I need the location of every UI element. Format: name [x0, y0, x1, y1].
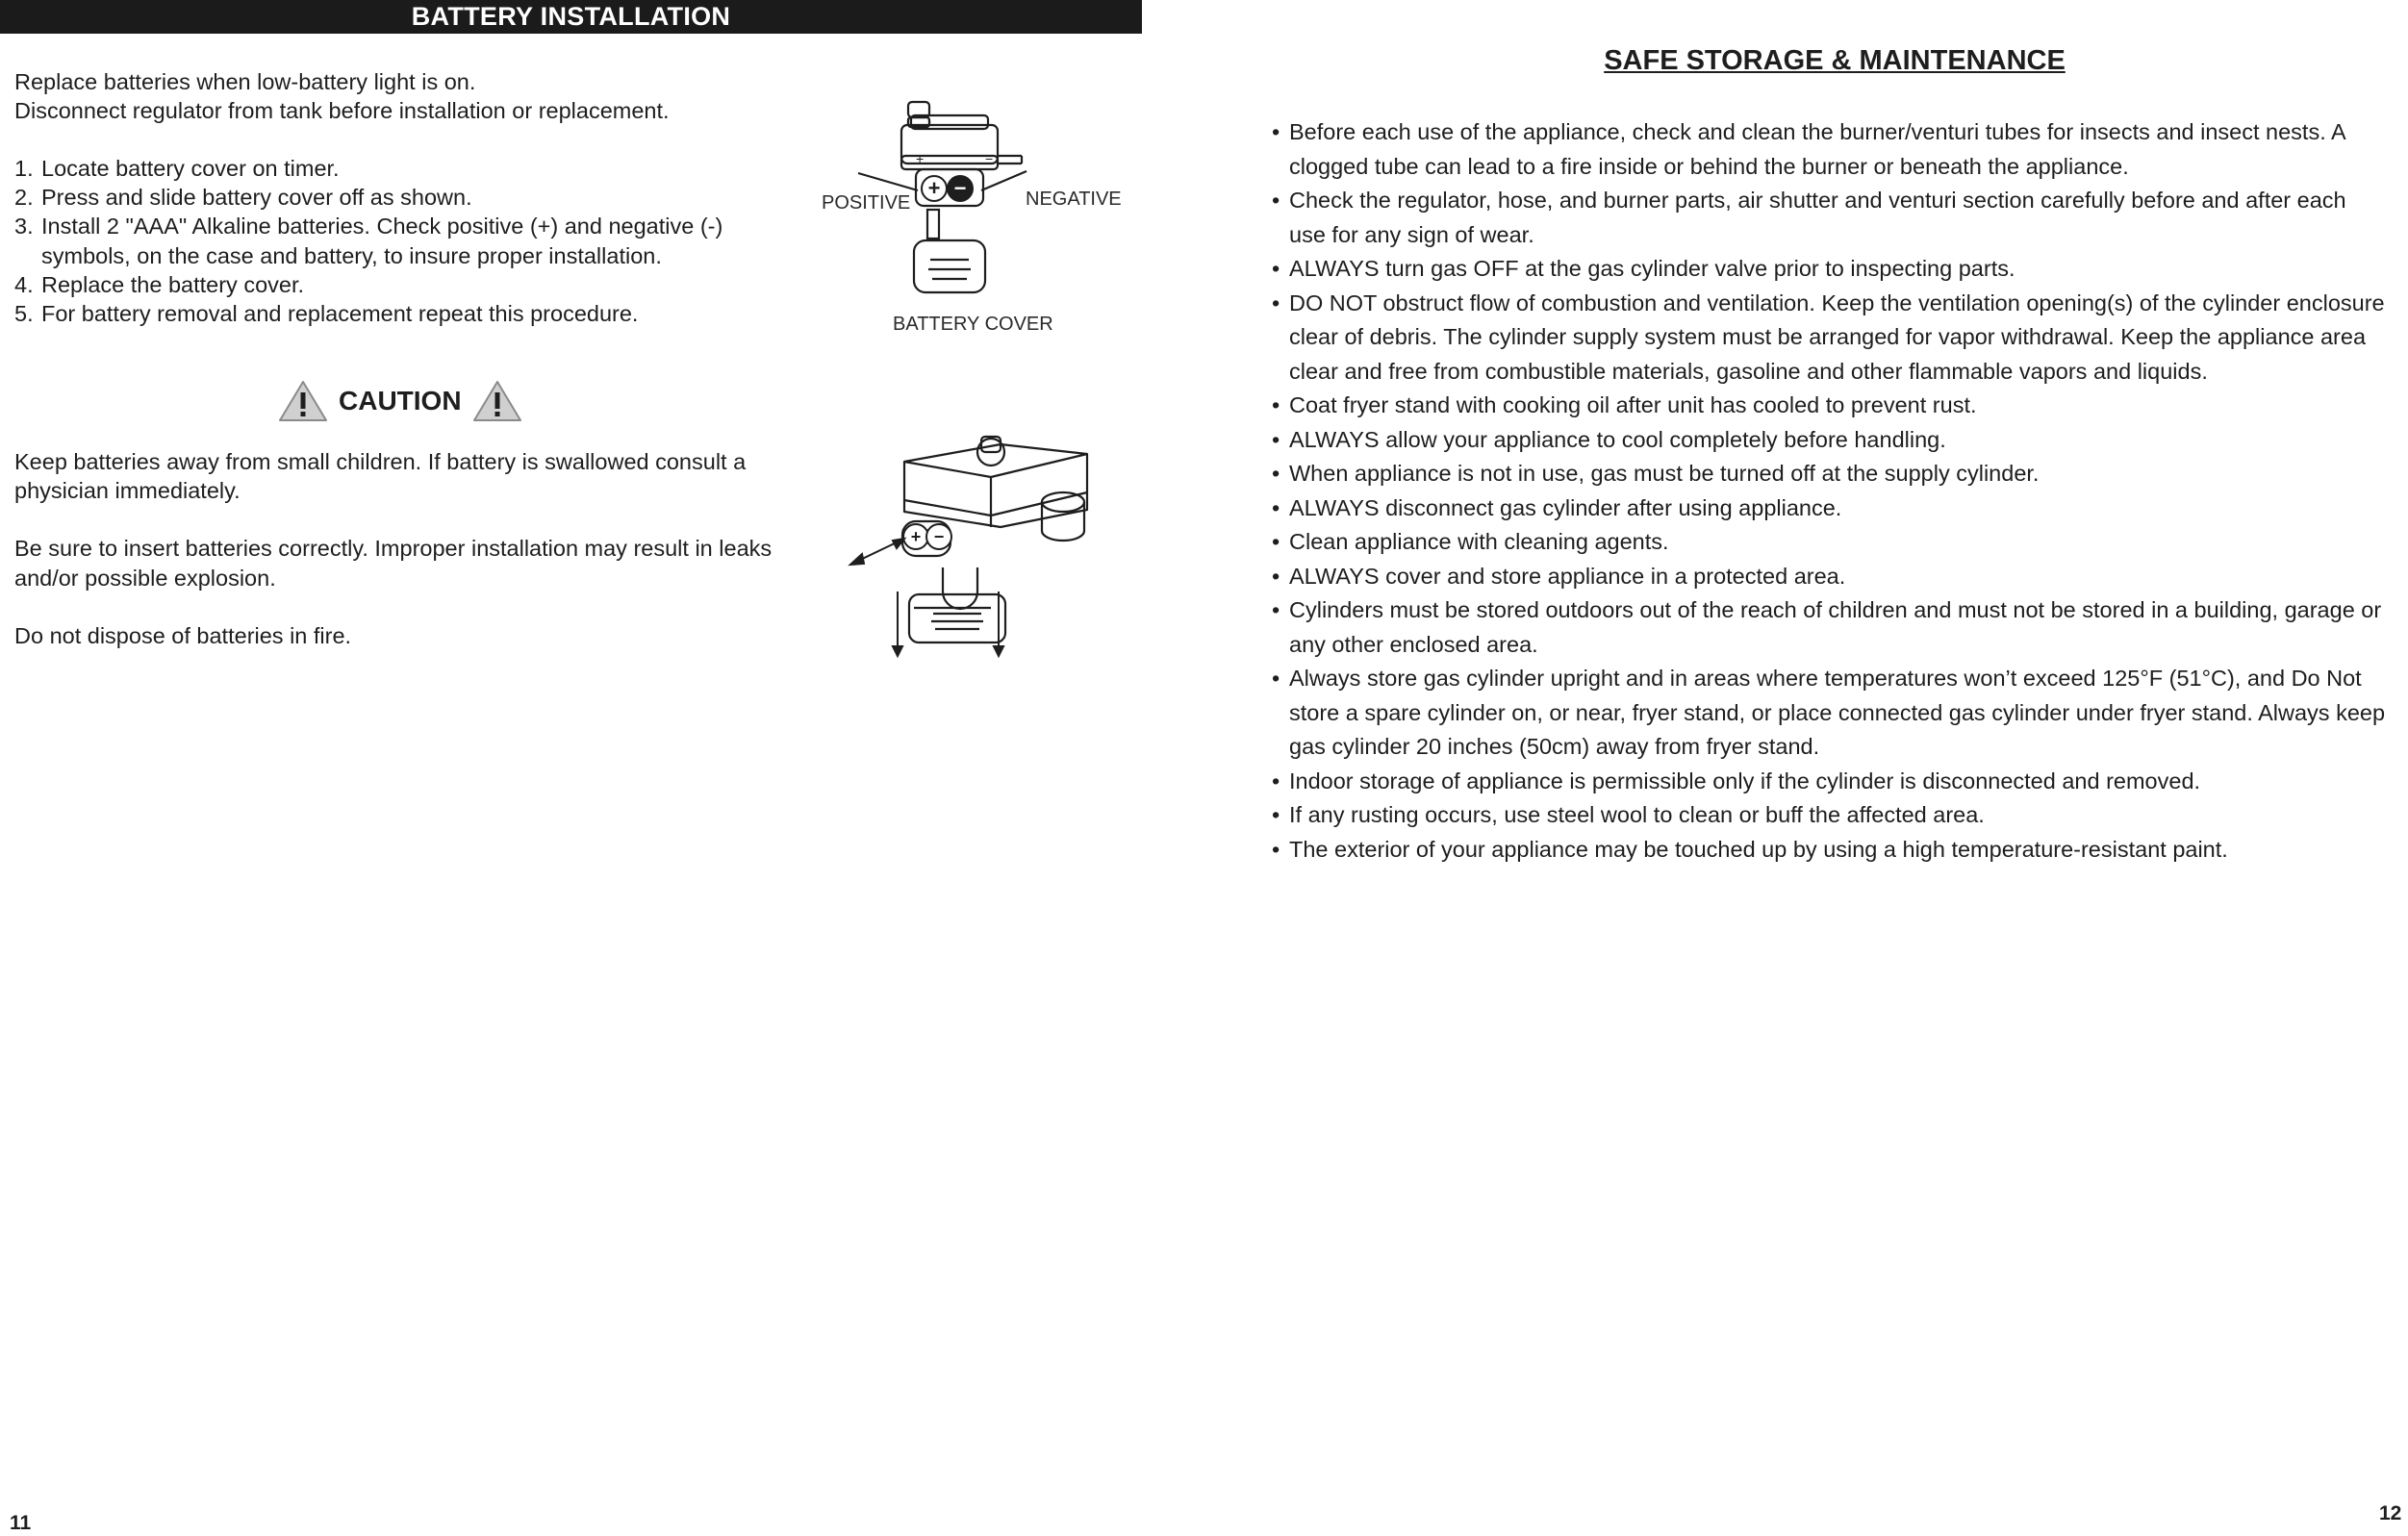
svg-text:+: + — [916, 151, 925, 166]
bullet-item: • The exterior of your appliance may be touched up by using a high temperature-resistant paint. — [1272, 833, 2388, 868]
bullet-item: • ALWAYS cover and store appliance in a protected area. — [1272, 560, 2388, 594]
step-item — [14, 212, 794, 269]
step-number: 3. — [14, 214, 34, 239]
step-item — [14, 299, 794, 328]
cover-removal-drawing — [847, 433, 1106, 664]
intro-text — [14, 67, 784, 125]
svg-text:−: − — [933, 527, 945, 546]
bullet-item: • DO NOT obstruct flow of combustion and ventilation. Keep the ventilation opening(s) of the cylinder enclosure clear of debris. The cylinder supply system must be arranged for vapor withdrawal. Keep the appliance area clear and free from combustible materials, gasoline and other flammable vapors and liquids. — [1272, 287, 2388, 390]
step-text: Install 2 "AAA" Alkaline batteries. Check positive (+) and negative (-) symbols, on the case and battery, to insure proper installation. — [41, 214, 723, 268]
warning-paragraph: Be sure to insert batteries correctly. Improper installation may result in leaks and/or possible explosion. — [14, 536, 773, 591]
negative-label: NEGATIVE — [1026, 189, 1122, 210]
step-item — [14, 183, 794, 212]
page-number-left: 11 — [10, 1512, 32, 1534]
step-number: 1. — [14, 156, 34, 181]
step-number: 2. — [14, 185, 34, 211]
bullet-item: • Before each use of the appliance, check and clean the burner/venturi tubes for insects and insect nests. A clogged tube can lead to a fire inside or behind the burner or beneath the appliance. — [1272, 115, 2388, 184]
caution-title: CAUTION — [339, 386, 462, 415]
step-item — [14, 154, 794, 183]
warning-triangle-icon — [277, 379, 329, 423]
timer-terminal-drawing — [820, 96, 1079, 346]
bullet-item: • Always store gas cylinder upright and in areas where temperatures won’t exceed 125°F (51°C), and Do Not store a spare cylinder on, or near, fryer stand, or place connected gas cylinder under fryer stand. Always keep gas cylinder 20 inches (50cm) away from fryer stand. — [1272, 662, 2388, 765]
bullet-item: • ALWAYS disconnect gas cylinder after using appliance. — [1272, 491, 2388, 526]
page-number-right: 12 — [2379, 1502, 2402, 1524]
svg-text:+: + — [927, 176, 941, 200]
bullet-item: • Indoor storage of appliance is permissible only if the cylinder is disconnected and removed. — [1272, 765, 2388, 799]
bullet-item: • If any rusting occurs, use steel wool to clean or buff the affected area. — [1272, 798, 2388, 833]
bullet-item: • Check the regulator, hose, and burner parts, air shutter and venturi section carefully before and after each use for any sign of wear. — [1272, 184, 2388, 252]
caution-warnings — [14, 447, 798, 679]
bullet-item: • Clean appliance with cleaning agents. — [1272, 525, 2388, 560]
battery-cover-removal-figure — [847, 433, 1106, 664]
step-item — [14, 270, 794, 299]
caution-heading — [277, 376, 523, 426]
warning-paragraph: Do not dispose of batteries in fire. — [14, 622, 352, 648]
step-number: 4. — [14, 271, 34, 297]
svg-text:−: − — [953, 176, 967, 200]
battery-cover-label: BATTERY COVER — [893, 314, 1053, 335]
step-text: For battery removal and replacement repeat this procedure. — [41, 301, 639, 327]
warning-paragraph: Keep batteries away from small children. If battery is swallowed consult a physician immediately. — [14, 449, 747, 504]
battery-installation-banner: BATTERY INSTALLATION — [0, 0, 1142, 34]
safe-storage-title: SAFE STORAGE & MAINTENANCE — [1604, 45, 2066, 76]
svg-text:−: − — [985, 151, 994, 166]
step-number: 5. — [14, 301, 34, 327]
bullet-item: • Cylinders must be stored outdoors out of the reach of children and must not be stored in a building, garage or any other enclosed area. — [1272, 593, 2388, 662]
svg-text:+: + — [910, 527, 922, 546]
step-text: Replace the battery cover. — [41, 271, 305, 297]
warning-triangle-icon — [471, 379, 523, 423]
maintenance-bullets — [1272, 115, 2388, 867]
installation-steps — [14, 154, 794, 328]
bullet-item: • ALWAYS allow your appliance to cool completely before handling. — [1272, 423, 2388, 458]
bullet-item: • ALWAYS turn gas OFF at the gas cylinder valve prior to inspecting parts. — [1272, 252, 2388, 287]
positive-label: POSITIVE — [822, 192, 911, 214]
step-text: Press and slide battery cover off as shown. — [41, 185, 472, 211]
intro-line: Disconnect regulator from tank before installation or replacement. — [14, 98, 670, 124]
bullet-item: • When appliance is not in use, gas must be turned off at the supply cylinder. — [1272, 457, 2388, 491]
step-text: Locate battery cover on timer. — [41, 156, 340, 181]
battery-terminal-figure — [820, 96, 1122, 346]
bullet-item: • Coat fryer stand with cooking oil after unit has cooled to prevent rust. — [1272, 389, 2388, 423]
intro-line: Replace batteries when low-battery light is on. — [14, 69, 476, 94]
